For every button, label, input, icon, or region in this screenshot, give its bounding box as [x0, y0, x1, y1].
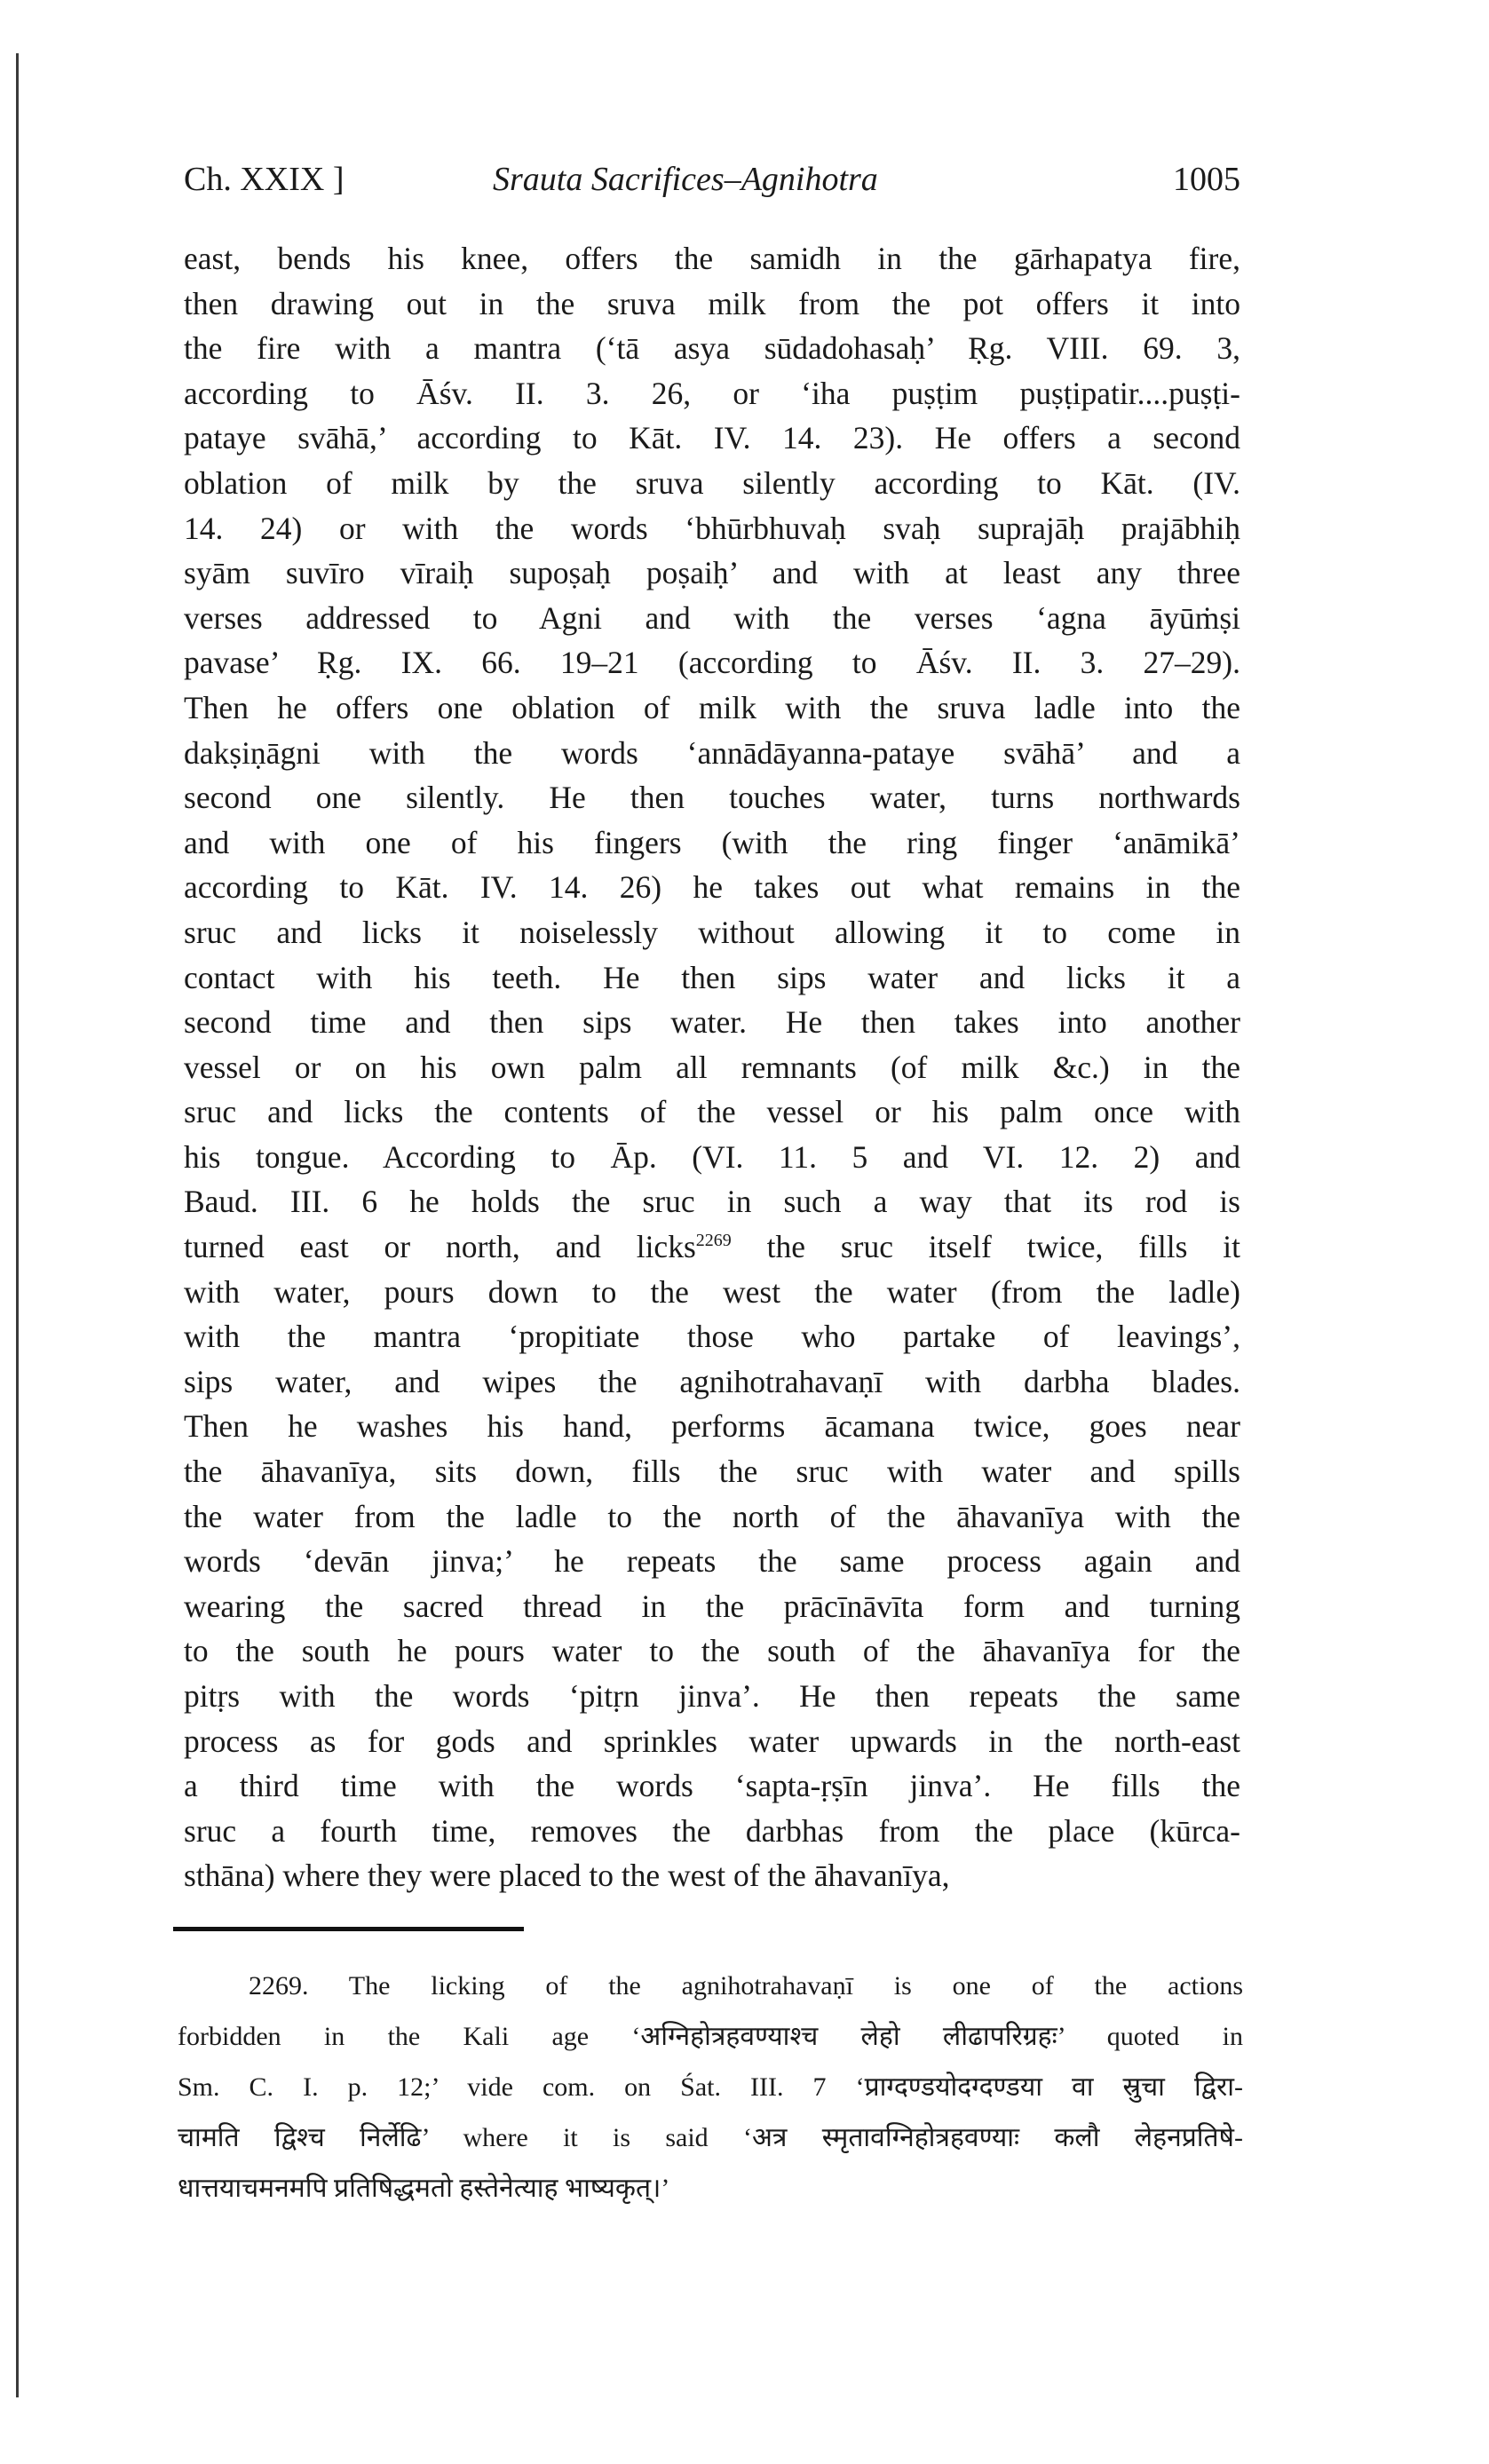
text-line: Then he offers one oblation of milk with the sruva ladle into the: [184, 689, 1240, 725]
footnote: [178, 1961, 1243, 2214]
running-header: [184, 160, 1240, 213]
text-line: with the mantra ‘propitiate those who partake of leavings’,: [184, 1319, 1240, 1355]
text-line: Baud. III. 6 he holds the sruc in such a way that its rod is: [184, 1184, 1240, 1220]
text-fragment: the sruc itself twice, fills it: [766, 1229, 1240, 1265]
text-line: sruc a fourth time, removes the darbhas from the place (kūrca-: [184, 1812, 1240, 1849]
text-line: sruc and licks the contents of the vessel or his palm once with: [184, 1094, 1240, 1130]
page-edge-rule: [16, 53, 19, 2397]
text-line: verses addressed to Agni and with the verses ‘agna āyūṁṣi: [184, 599, 1240, 636]
text-line: wearing the sacred thread in the prācīnāvīta form and turning: [184, 1588, 1240, 1624]
text-line: oblation of milk by the sruva silently according to Kāt. (IV.: [184, 464, 1240, 501]
text-line: second time and then sips water. He then takes into another: [184, 1004, 1240, 1041]
text-line: the fire with a mantra (‘tā asya sūdadohasaḥ’ Ṛg. VIII. 69. 3,: [184, 330, 1240, 367]
main-text: [184, 236, 1240, 1898]
text-line: syām suvīro vīraiḥ supoṣaḥ poṣaiḥ’ and with at least any three: [184, 555, 1240, 591]
text-line: process as for gods and sprinkles water upwards in the north-east: [184, 1723, 1240, 1759]
text-line: sthāna) where they were placed to the west of the āhavanīya,: [184, 1858, 950, 1894]
text-fragment: turned east or north, and licks: [184, 1229, 696, 1265]
text-line: a third time with the words ‘sapta-ṛṣīn jinva’. He fills the: [184, 1768, 1240, 1804]
text-line-with-footnote-ref: [184, 1224, 1240, 1270]
footnote-line: forbidden in the Kali age ‘अग्निहोत्रहवण्याश्च लेहो लीढापरिग्रहः’ quoted in: [178, 2022, 1243, 2051]
text-line: the āhavanīya, sits down, fills the sruc with water and spills: [184, 1454, 1240, 1490]
text-line: pataye svāhā,’ according to Kāt. IV. 14. 23). He offers a second: [184, 420, 1240, 456]
text-line: pavase’ Ṛg. IX. 66. 19–21 (according to Āśv. II. 3. 27–29).: [184, 645, 1240, 681]
footnote-line: Sm. C. I. p. 12;’ vide com. on Śat. III. 7 ‘प्राग्दण्डयोदग्दण्डया वा स्रुचा द्विरा-: [178, 2072, 1243, 2102]
text-line: sruc and licks it noiselessly without allowing it to come in: [184, 914, 1240, 950]
footnote-line: चामति द्विश्च निर्लेढि’ where it is said ‘अत्र स्मृतावग्निहोत्रहवण्याः कलौ लेहनप्रतिषे-: [178, 2123, 1243, 2152]
text-line: his tongue. According to Āp. (VI. 11. 5 and VI. 12. 2) and: [184, 1138, 1240, 1175]
text-line: vessel or on his own palm all remnants (of milk &c.) in the: [184, 1049, 1240, 1085]
text-line: the water from the ladle to the north of the āhavanīya with the: [184, 1498, 1240, 1534]
footnote-line: 2269. The licking of the agnihotrahavaṇī is one of the actions: [249, 1971, 1243, 2001]
page-number: 1005: [1173, 161, 1240, 198]
text-line: according to Kāt. IV. 14. 26) he takes out what remains in the: [184, 869, 1240, 906]
text-line: then drawing out in the sruva milk from the pot offers it into: [184, 285, 1240, 321]
text-line: according to Āśv. II. 3. 26, or ‘iha puṣṭim puṣṭipatir....puṣṭi-: [184, 375, 1240, 411]
footnote-line: धात्तयाचमनमपि प्रतिषिद्धमतो हस्तेनेत्याह भाष्यकृत्।’: [178, 2174, 670, 2203]
text-line: dakṣiṇāgni with the words ‘annādāyanna-pataye svāhā’ and a: [184, 734, 1240, 771]
text-line: Then he washes his hand, performs ācamana twice, goes near: [184, 1408, 1240, 1445]
footnote-reference[interactable]: 2269: [695, 1231, 732, 1251]
footnote-separator: [173, 1927, 524, 1931]
text-line: second one silently. He then touches water, turns northwards: [184, 780, 1240, 816]
text-line: 14. 24) or with the words ‘bhūrbhuvaḥ svaḥ suprajāḥ prajābhiḥ: [184, 510, 1240, 546]
text-line: pitṛs with the words ‘pitṛn jinva’. He then repeats the same: [184, 1678, 1240, 1714]
text-line: and with one of his fingers (with the ring finger ‘anāmikā’: [184, 824, 1240, 860]
text-line: east, bends his knee, offers the samidh in the gārhapatya fire,: [184, 241, 1240, 276]
text-line: sips water, and wipes the agnihotrahavaṇī with darbha blades.: [184, 1363, 1240, 1399]
text-line: with water, pours down to the west the water (from the ladle): [184, 1273, 1240, 1310]
text-line: contact with his teeth. He then sips water and licks it a: [184, 959, 1240, 995]
chapter-label: Ch. XXIX ]: [184, 161, 345, 198]
text-line: words ‘devān jinva;’ he repeats the same process again and: [184, 1543, 1240, 1580]
text-line: to the south he pours water to the south of the āhavanīya for the: [184, 1633, 1240, 1669]
running-title: Srauta Sacrifices–Agnihotra: [493, 161, 878, 198]
